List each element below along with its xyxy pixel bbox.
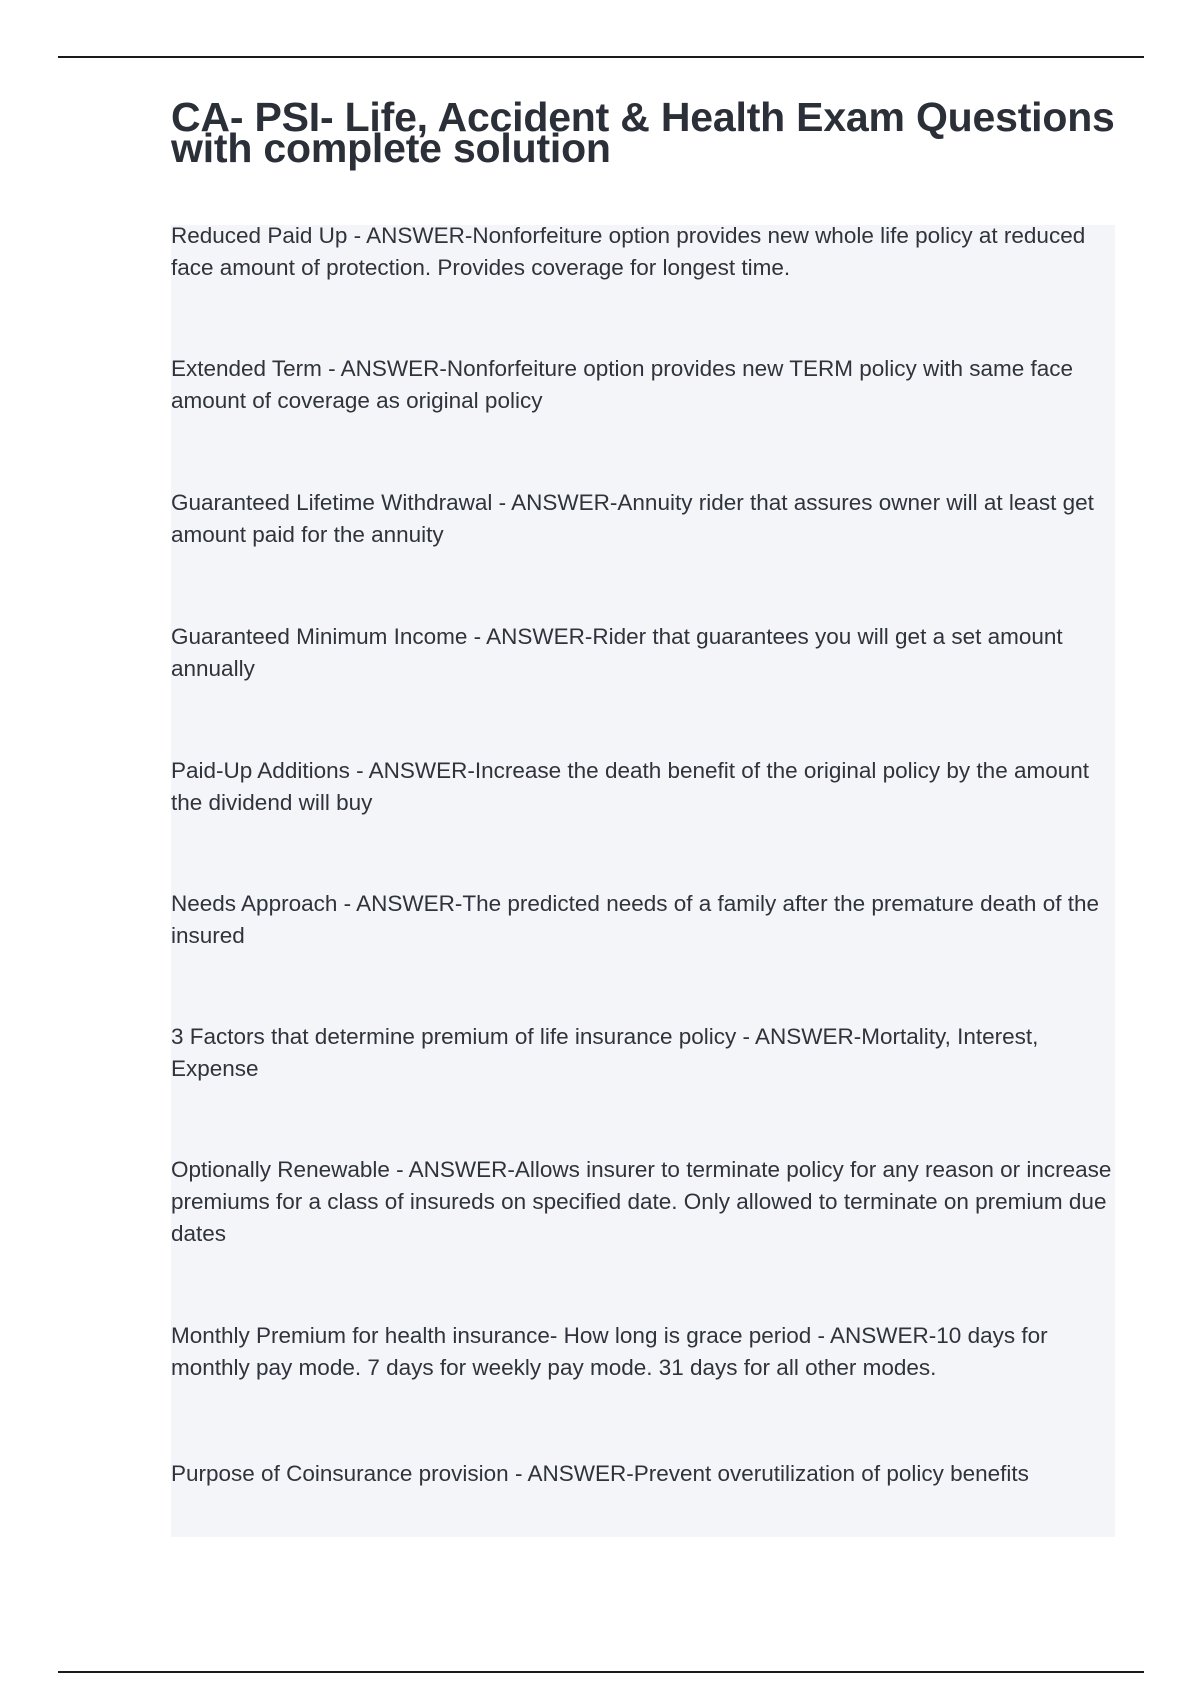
qa-item-optionally-renewable: Optionally Renewable - ANSWER-Allows insurer to terminate policy for any reason or increase premiums for a class of insureds on specified date. Only allowed to terminate on premium due dates (171, 1157, 1112, 1246)
qa-item-guaranteed-minimum-income: Guaranteed Minimum Income - ANSWER-Rider that guarantees you will get a set amount annually (171, 624, 1063, 681)
qa-item-coinsurance: Purpose of Coinsurance provision - ANSWER-Prevent overutilization of policy benefits (171, 1461, 1029, 1486)
top-rule (58, 56, 1144, 58)
qa-item-needs-approach: Needs Approach - ANSWER-The predicted needs of a family after the premature death of the insured (171, 891, 1099, 948)
qa-item-extended-term: Extended Term - ANSWER-Nonforfeiture option provides new TERM policy with same face amount of coverage as original policy (171, 356, 1074, 413)
qa-item-reduced-paid-up: Reduced Paid Up - ANSWER-Nonforfeiture option provides new whole life policy at reduced face amount of protection. Provides coverage for longest time. (171, 223, 1086, 280)
qa-item-premium-factors: 3 Factors that determine premium of life insurance policy - ANSWER-Mortality, Interest, Expense (171, 1024, 1039, 1081)
qa-item-grace-period: Monthly Premium for health insurance- How long is grace period - ANSWER-10 days for monthly pay mode. 7 days for weekly pay mode. 31 days for all other modes. (171, 1323, 1048, 1380)
qa-item-paid-up-additions: Paid-Up Additions - ANSWER-Increase the death benefit of the original policy by the amount the dividend will buy (171, 758, 1090, 815)
qa-item-guaranteed-lifetime-withdrawal: Guaranteed Lifetime Withdrawal - ANSWER-Annuity rider that assures owner will at least get amount paid for the annuity (171, 490, 1094, 547)
bottom-rule (58, 1671, 1144, 1673)
document-title: CA- PSI- Life, Accident & Health Exam Questions with complete solution (171, 94, 1115, 171)
